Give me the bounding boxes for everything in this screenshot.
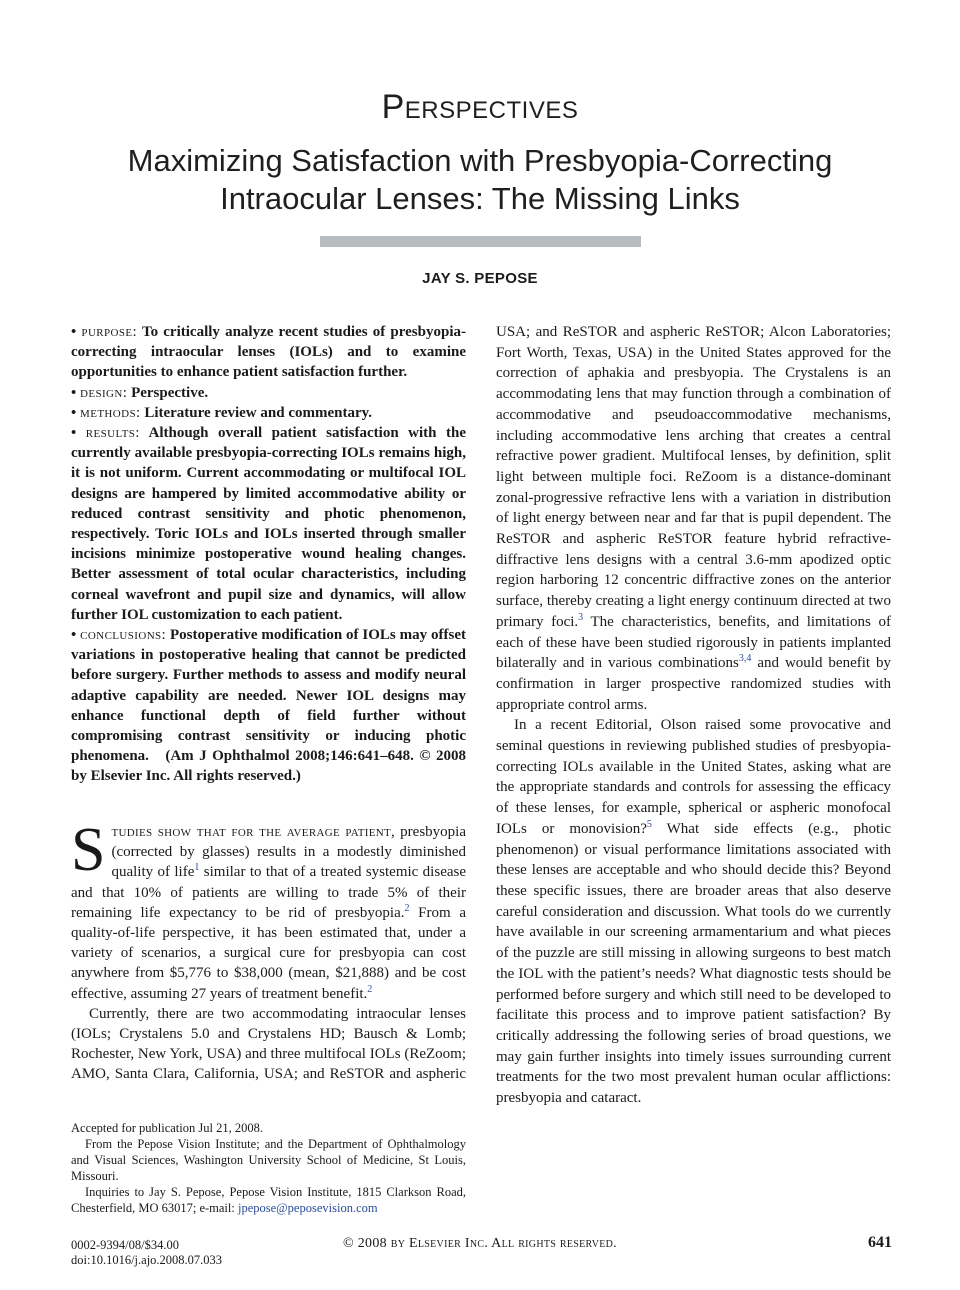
body-paragraph: [71, 816, 467, 1004]
footnote: [71, 1120, 466, 1216]
abstract-purpose: • purpose: To critically analyze recent studies of presbyopia-correcting intraocular lenses (IOLs) and to examine opportunities to enhance patient satisfaction further.: [71, 324, 466, 381]
reference-link[interactable]: 1: [194, 862, 200, 874]
drop-cap: S: [71, 816, 106, 884]
methods-label: methods:: [80, 404, 141, 421]
conclusions-text: Postoperative modification of IOLs may offset variations in postoperative healing that cannot be predicted before surgery. Further methods to assess and modify neural adaptive capability are needed. Newer IOL designs may enhance functional depth of field further without compromising contrast sensitivity or inducing photic phenomena.: [71, 627, 466, 765]
body-text-continued: USA; and ReSTOR and aspheric ReSTOR; Alcon Laboratories; Fort Worth, Texas, USA) in the United States approved for the correction of aphakia and presbyopia. The Crystalens is an accommodating lens that may function through a combination of accommodative and pseudoaccommodative mechanisms, including accommodative lens arching that creates a central refractive power gradient. Multifocal lenses, by definition, split light between multiple foci. ReZoom is a distance-dominant zonal-progressive refractive lens with a variation in distribution of light energy between near and far that is pupil dependent. The ReSTOR and aspheric ReSTOR feature hybrid refractive-diffractive lens designs with a central 3.6-mm apodized optic region harboring 12 concentric diffractive zones on the anterior surface, thereby creating a light energy continuum directed at two primary foci.: [496, 324, 891, 630]
inquiries-text: Inquiries to Jay S. Pepose, Pepose Vision Institute, 1815 Clarkson Road, Chesterfield, MO 63017; e-mail:: [71, 1185, 466, 1215]
body-text: In a recent Editorial, Olson raised some provocative and seminal questions in reviewing published studies of presbyopia-correcting IOLs available in the United States, asking what are the appropriate standards and controls for assessing the efficacy of these lenses, for example, spherical or aspheric monofocal IOLs or monovision?: [496, 717, 891, 837]
body-right-column: [496, 322, 891, 1109]
page-number: 641: [868, 1234, 892, 1251]
reference-link[interactable]: 3: [578, 611, 584, 623]
body-text: The characteristics, benefits, and limitations of each of these have been studied rigorously in patients implanted bilaterally and in various combinations: [496, 613, 891, 672]
body-left-column: [71, 816, 467, 1085]
lead-in: tudies show that for the average patient,: [111, 824, 396, 840]
conclusions-label: conclusions:: [80, 627, 167, 644]
reference-link[interactable]: 2: [404, 902, 410, 914]
citation: (Am J Ophthalmol 2008;146:641–648. © 2008 by Elsevier Inc. All rights reserved.): [71, 748, 467, 785]
section-label: Perspectives: [381, 88, 579, 126]
body-paragraph: [71, 1004, 466, 1085]
abstract-results: • results: Although overall patient satisfaction with the currently available presbyopia-correcting IOLs remains high, it is not uniform. Current accommodating or multifocal IOL designs are hampered by limited accommodative ability or reduced contrast sensitivity and photic phenomenon, respectively. Toric IOLs and IOLs inserted through smaller incisions minimize postoperative wound healing changes. Better assessment of total ocular characteristics, including corneal wavefront and pupil size and dynamics, will allow further IOL customization to each patient.: [71, 425, 466, 623]
doi: doi:10.1016/j.ajo.2008.07.033: [71, 1253, 223, 1267]
affiliation: From the Pepose Vision Institute; and the Department of Ophthalmology and Visual Sciences, Washington University School of Medicine, St Louis, Missouri.: [71, 1137, 466, 1183]
body-text: similar to that of a treated systemic disease and that 10% of patients are willing to trade 5% of their remaining life expectancy to be rid of presbyopia.: [71, 864, 467, 921]
title-divider: [320, 236, 641, 247]
body-text: Currently, there are two accommodating intraocular lenses (IOLs; Crystalens 5.0 and Crystalens HD; Bausch & Lomb; Rochester, New York, USA) and three multifocal IOLs (ReZoom; AMO, Santa Clara, California, USA; and ReSTOR and aspheric: [71, 1005, 466, 1083]
accepted-date: Accepted for publication Jul 21, 2008.: [71, 1121, 263, 1135]
purpose-label: purpose:: [81, 324, 138, 340]
abstract: [71, 322, 466, 787]
body-paragraph: [496, 715, 891, 1108]
body-paragraph: [496, 322, 891, 715]
issn: 0002-9394/08/$34.00: [71, 1238, 179, 1252]
body-text: From a quality-of-life perspective, it has been estimated that, under a variety of scenarios, a surgical cure for presbyopia can cost anywhere from $5,776 to $38,000 (mean, $21,888) and be cost effective, assuming 27 years of treatment benefit.: [71, 904, 466, 1002]
abstract-conclusions: • conclusions: Postoperative modification of IOLs may offset variations in postoperative healing that cannot be predicted before surgery. Further methods to assess and modify neural adaptive capability are needed. Newer IOL designs may enhance functional depth of field further without compromising contrast sensitivity or inducing photic phenomena. (Am J Ophthalmol 2008;146:641–648. © 2008 by Elsevier Inc. All rights reserved.): [71, 627, 467, 785]
results-label: results:: [85, 425, 140, 442]
reference-link[interactable]: 5: [646, 818, 652, 830]
purpose-text: To critically analyze recent studies of presbyopia-correcting intraocular lenses (IOLs) and to examine opportunities to enhance patient satisfaction further.: [71, 324, 466, 381]
abstract-design: • design: Perspective.: [71, 384, 209, 401]
body-text: presbyopia (corrected by glasses) results in a modestly diminished quality of life: [111, 824, 466, 881]
abstract-methods: • methods: Literature review and commentary.: [71, 404, 373, 421]
copyright: © 2008 by Elsevier Inc. All rights reserved.: [343, 1236, 617, 1251]
methods-text: Literature review and commentary.: [144, 404, 373, 421]
body-text: What side effects (e.g., photic phenomenon) or visual performance limitations associated with these lenses are acceptable and who should decide this? Beyond these specific issues, there are broader areas that also deserve careful consideration and discussion. What tools do we currently have available in our screening armamentarium and what pieces of the puzzle are still missing in allowing surgeons to best match the IOL with the patient’s needs? What diagnostic tests should be performed before surgery and which still need to be developed to facilitate this process and to improve patient satisfaction? By critically addressing the following series of broad questions, we may gain further insights into timely issues surrounding current treatments for the two most prevalent human ocular afflictions: presbyopia and cataract.: [496, 820, 891, 1107]
results-text: Although overall patient satisfaction with the currently available presbyopia-correcting IOLs remains high, it is not uniform. Current accommodating or multifocal IOL designs are hampered by limited accommodative ability or reduced contrast sensitivity and photic phenomenon, respectively. Toric IOLs and IOLs inserted through smaller incisions minimize postoperative wound healing changes. Better assessment of total ocular characteristics, including corneal wavefront and pupil size and dynamics, will allow further IOL customization to each patient.: [71, 425, 466, 623]
reference-link[interactable]: 2: [367, 983, 373, 995]
inquiries: [71, 1184, 466, 1216]
reference-link[interactable]: 3,4: [738, 653, 752, 665]
design-text: Perspective.: [131, 384, 209, 401]
body-text: and would benefit by confirmation in larger prospective randomized studies with appropriate control arms.: [496, 655, 891, 713]
author-name: JAY S. PEPOSE: [422, 270, 538, 287]
article-title: Maximizing Satisfaction with Presbyopia-Correcting Intraocular Lenses: The Missing Links: [127, 143, 833, 216]
email-link[interactable]: jpepose@peposevision.com: [237, 1201, 378, 1215]
design-label: design:: [80, 384, 128, 401]
